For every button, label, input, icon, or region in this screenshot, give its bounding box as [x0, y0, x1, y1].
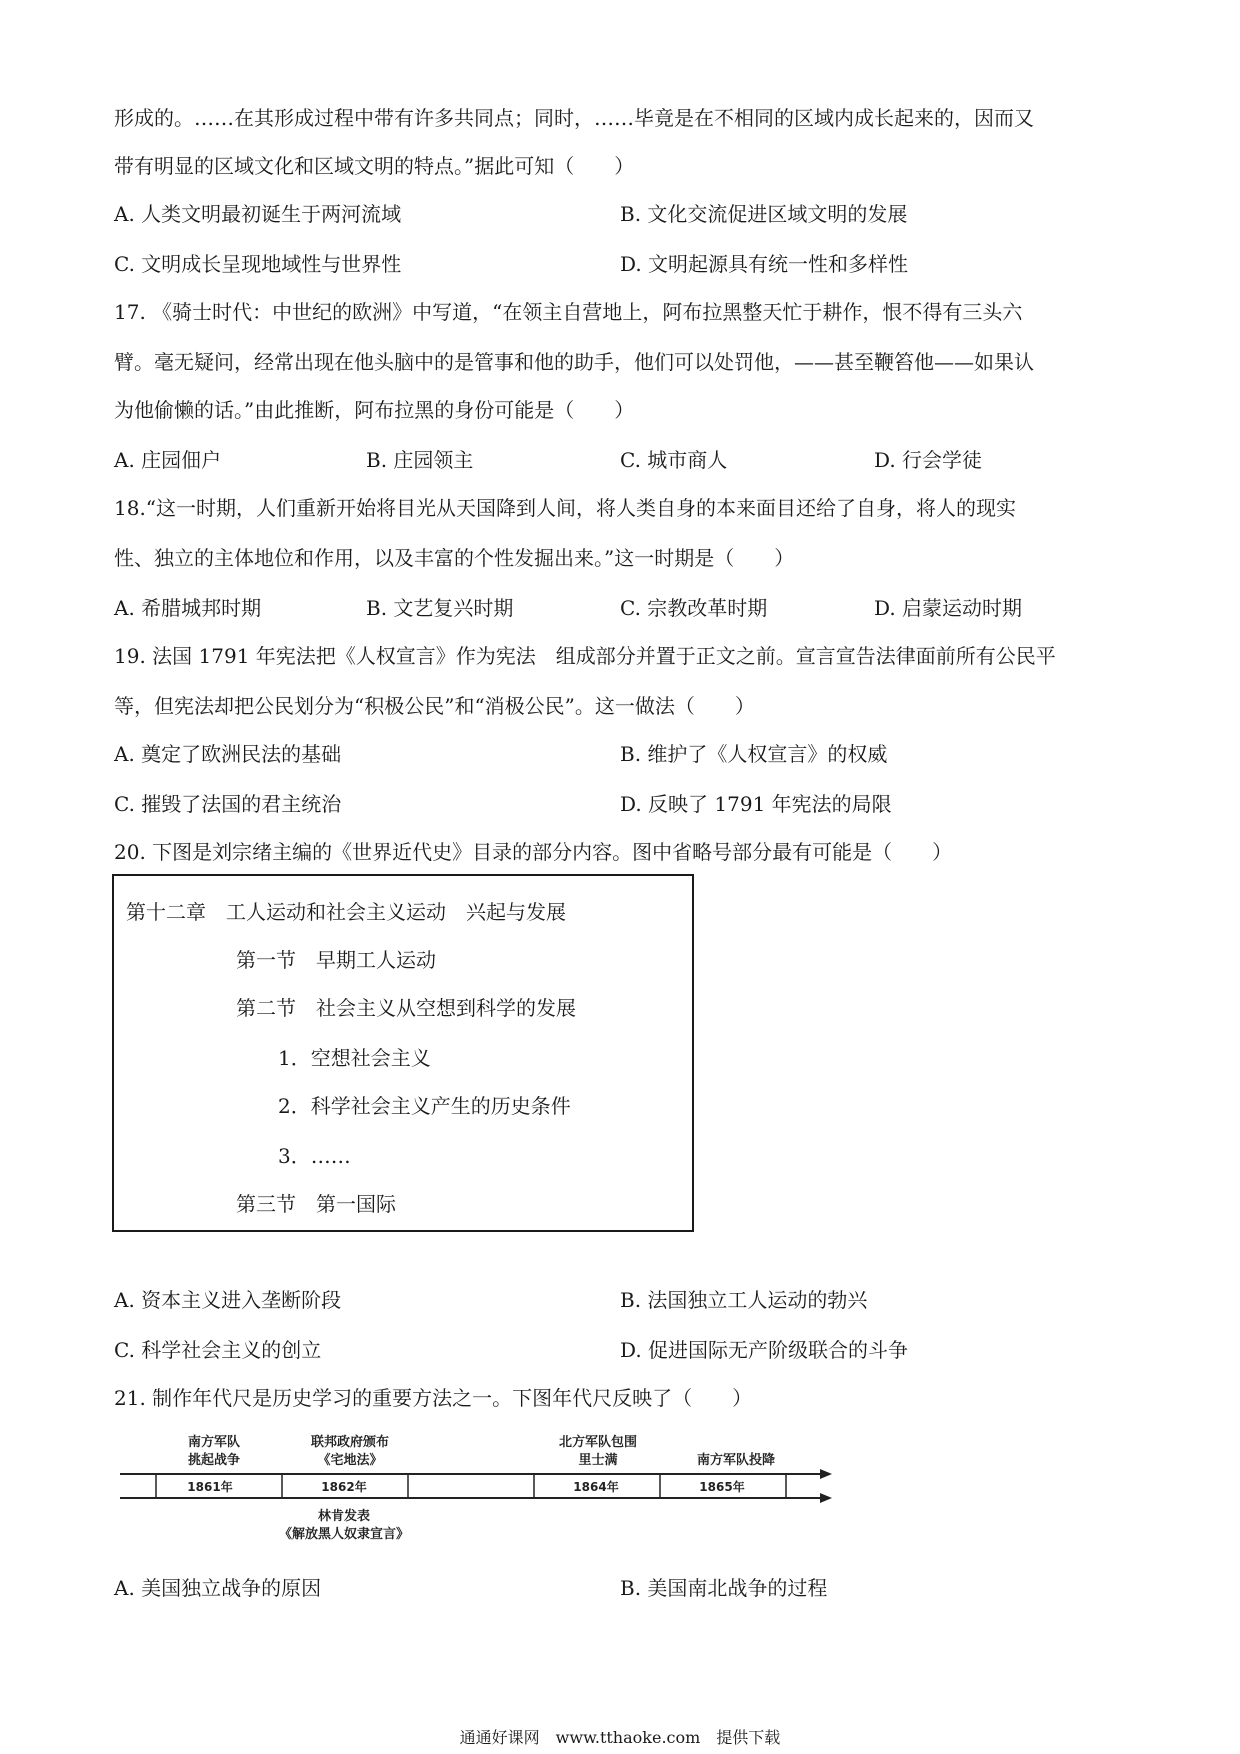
toc-item-1: 1．空想社会主义 — [278, 1046, 431, 1070]
q18-line-1: 18.“这一时期，人们重新开始将目光从天国降到人间，将人类自身的本来面目还给了自身，将人的现实 — [114, 496, 1017, 520]
q20-option-a: A. 资本主义进入垄断阶段 — [114, 1288, 342, 1312]
q21-option-b: B. 美国南北战争的过程 — [620, 1576, 828, 1600]
q20-option-d: D. 促进国际无产阶级联合的斗争 — [620, 1338, 909, 1362]
timeline-ruler — [114, 1428, 834, 1548]
timeline-year-1: 1861年 — [187, 1480, 233, 1494]
timeline-year-2: 1862年 — [321, 1480, 367, 1494]
q19-option-d: D. 反映了 1791 年宪法的局限 — [620, 792, 892, 816]
q19-option-c: C. 摧毁了法国的君主统治 — [114, 792, 342, 816]
q18-option-b: B. 文艺复兴时期 — [366, 596, 514, 620]
q17-line-3: 为他偷懒的话。”由此推断，阿布拉黑的身份可能是（ ） — [114, 398, 635, 422]
q18-option-d: D. 启蒙运动时期 — [874, 596, 1023, 620]
q17-option-d: D. 行会学徒 — [874, 448, 983, 472]
timeline-upper-arrow-icon — [820, 1469, 832, 1479]
q17-line-2: 臂。毫无疑问，经常出现在他头脑中的是管事和他的助手，他们可以处罚他，——甚至鞭笞他——如果认 — [114, 350, 1034, 374]
q17-option-b: B. 庄园领主 — [366, 448, 474, 472]
timeline-top-label-2-line-2: 《宅地法》 — [317, 1453, 383, 1468]
table-of-contents-box — [112, 874, 694, 1232]
q21-option-a: A. 美国独立战争的原因 — [114, 1576, 322, 1600]
timeline-top-label-3-line-1: 北方军队包围 — [558, 1435, 638, 1450]
toc-item-2: 2．科学社会主义产生的历史条件 — [278, 1094, 571, 1118]
page-footer: 通通好课网 www.tthaoke.com 提供下载 — [459, 1728, 781, 1747]
q18-line-2: 性、独立的主体地位和作用，以及丰富的个性发掘出来。”这一时期是（ ） — [114, 546, 795, 570]
q16-line-2: 带有明显的区域文化和区域文明的特点。”据此可知（ ） — [114, 154, 635, 178]
q16-option-b: B. 文化交流促进区域文明的发展 — [620, 202, 908, 226]
q18-option-c: C. 宗教改革时期 — [620, 596, 768, 620]
q19-line-2: 等，但宪法却把公民划分为“积极公民”和“消极公民”。这一做法（ ） — [114, 694, 755, 718]
q19-option-a: A. 奠定了欧洲民法的基础 — [114, 742, 342, 766]
q17-line-1: 17. 《骑士时代：中世纪的欧洲》中写道，“在领主自营地上，阿布拉黑整天忙于耕作，恨不得有三头六 — [114, 300, 1023, 324]
q17-option-c: C. 城市商人 — [620, 448, 728, 472]
timeline-top-label-4-line-1: 南方军队投降 — [696, 1453, 776, 1468]
toc-item-3: 3．…… — [278, 1144, 351, 1168]
timeline-svg — [114, 1428, 834, 1548]
toc-section-3: 第三节 第一国际 — [236, 1192, 396, 1216]
timeline-top-label-1-line-1: 南方军队 — [187, 1435, 241, 1450]
toc-chapter: 第十二章 工人运动和社会主义运动 兴起与发展 — [126, 900, 566, 924]
timeline-year-4: 1865年 — [699, 1480, 745, 1494]
timeline-top-label-1-line-2: 挑起战争 — [187, 1453, 241, 1468]
toc-section-2: 第二节 社会主义从空想到科学的发展 — [236, 996, 576, 1020]
q20-line-1: 20. 下图是刘宗绪主编的《世界近代史》目录的部分内容。图中省略号部分最有可能是（ ） — [114, 840, 953, 864]
timeline-top-label-2-line-1: 联邦政府颁布 — [310, 1435, 390, 1450]
q16-option-a: A. 人类文明最初诞生于两河流域 — [114, 202, 402, 226]
q16-option-d: D. 文明起源具有统一性和多样性 — [620, 252, 909, 276]
q16-option-c: C. 文明成长呈现地域性与世界性 — [114, 252, 402, 276]
q20-option-c: C. 科学社会主义的创立 — [114, 1338, 322, 1362]
q19-option-b: B. 维护了《人权宣言》的权威 — [620, 742, 888, 766]
timeline-lower-arrow-icon — [820, 1493, 832, 1503]
q19-line-1: 19. 法国 1791 年宪法把《人权宣言》作为宪法 组成部分并置于正文之前。宣言宣告法律面前所有公民平 — [114, 644, 1056, 668]
timeline-bottom-label-line-1: 林肯发表 — [317, 1509, 371, 1524]
timeline-top-label-3-line-2: 里士满 — [578, 1453, 618, 1468]
q21-line-1: 21. 制作年代尺是历史学习的重要方法之一。下图年代尺反映了（ ） — [114, 1386, 753, 1410]
timeline-year-3: 1864年 — [573, 1480, 619, 1494]
q20-option-b: B. 法国独立工人运动的勃兴 — [620, 1288, 868, 1312]
timeline-bottom-label-line-2: 《解放黑人奴隶宣言》 — [278, 1527, 410, 1542]
toc-section-1: 第一节 早期工人运动 — [236, 948, 436, 972]
q16-line-1: 形成的。……在其形成过程中带有许多共同点；同时，……毕竟是在不相同的区域内成长起来的，因而又 — [114, 106, 1034, 130]
q17-option-a: A. 庄园佃户 — [114, 448, 222, 472]
q18-option-a: A. 希腊城邦时期 — [114, 596, 262, 620]
